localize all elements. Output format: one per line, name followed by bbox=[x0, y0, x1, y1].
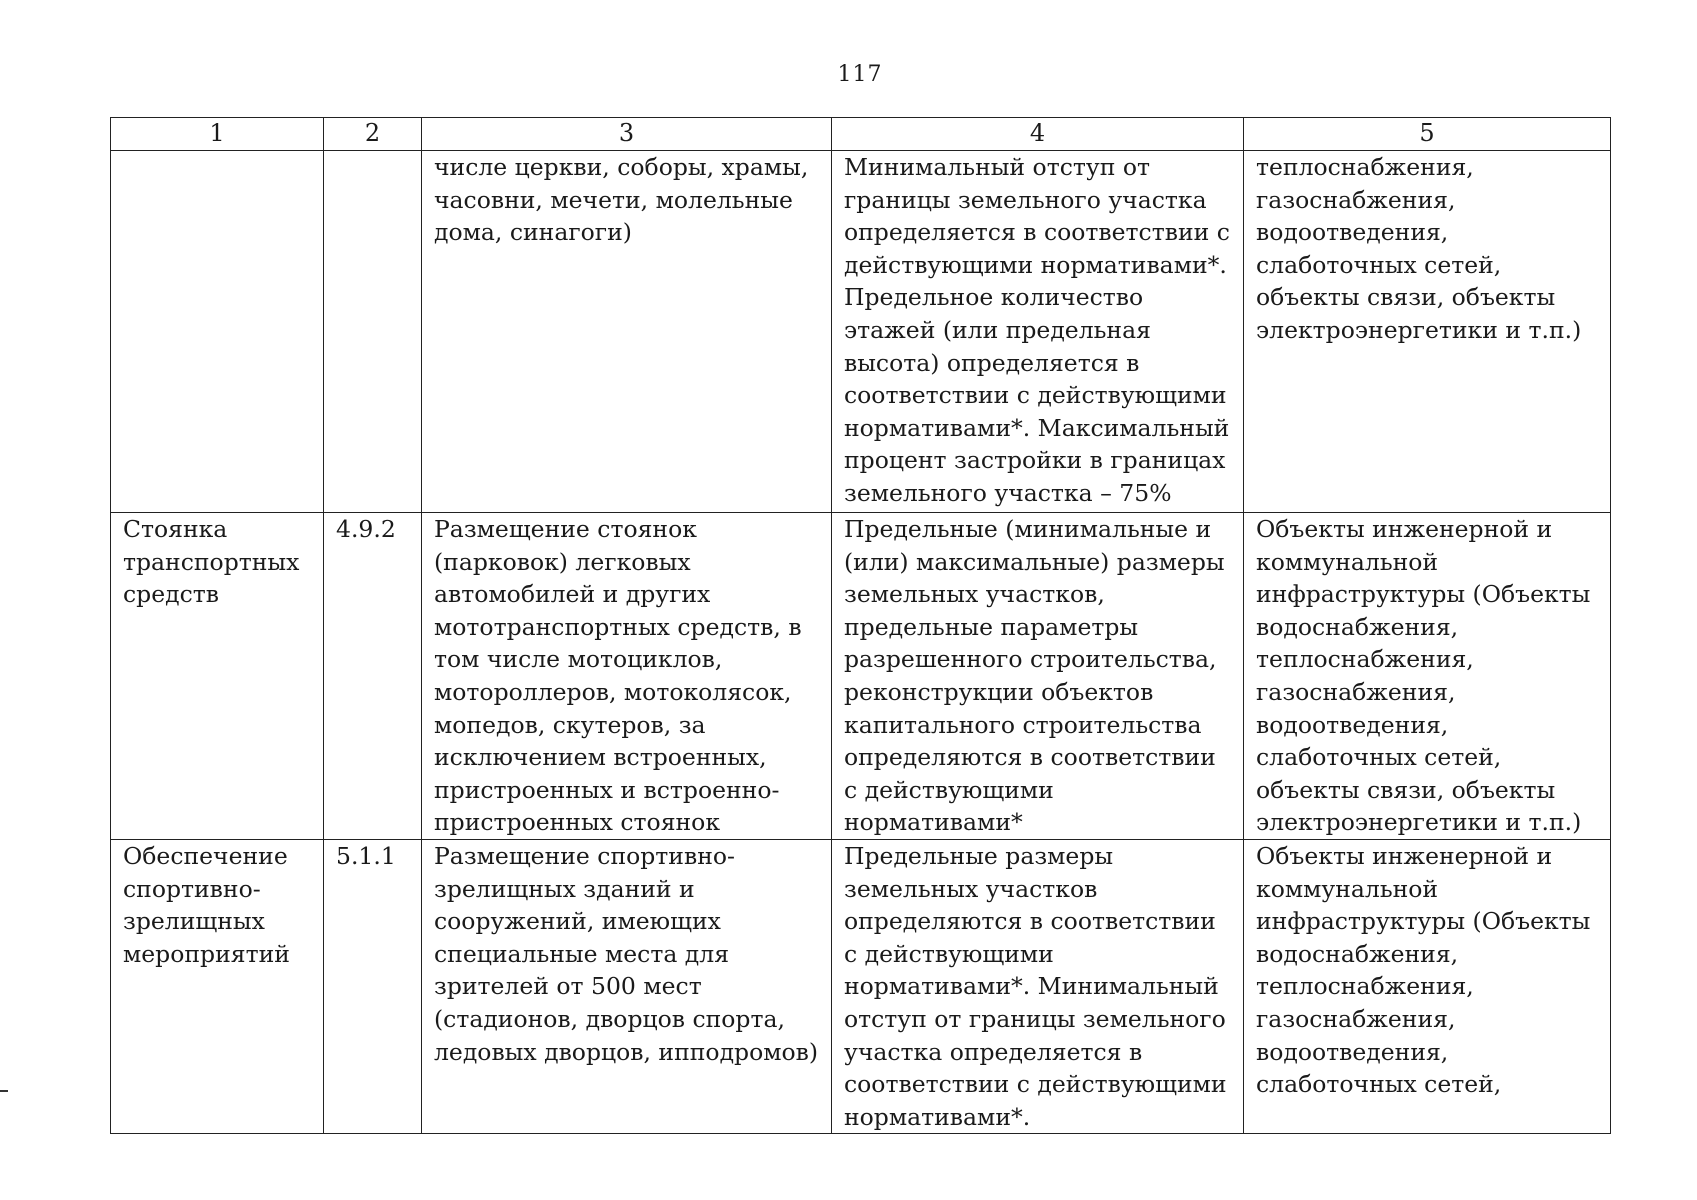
cell-code bbox=[324, 151, 422, 513]
column-header-4: 4 bbox=[832, 118, 1244, 151]
cell-parameters: Предельные размеры земельных участков определяются в соответствии с действующими нормативами*. Минимальный отступ от границы земельного участка определяется в соответствии с действующими нормативами*. bbox=[832, 839, 1244, 1133]
column-header-5: 5 bbox=[1244, 118, 1611, 151]
cell-parameters: Минимальный отступ от границы земельного участка определяется в соответствии с действующими нормативами*. Предельное количество этажей (или предельная высота) определяется в соответствии с действующими нормативами*. Максимальный процент застройки в границах земельного участка – 75% bbox=[832, 151, 1244, 513]
cell-code: 5.1.1 bbox=[324, 839, 422, 1133]
table-row bbox=[111, 839, 1611, 1133]
cell-description: Размещение стоянок (парковок) легковых автомобилей и других мототранспортных средств, в том числе мотоциклов, мотороллеров, мотоколясок, мопедов, скутеров, за исключением встроенных, пристроенных и встроенно-пристроенных стоянок bbox=[422, 513, 832, 840]
cell-auxiliary: теплоснабжения, газоснабжения, водоотведения, слаботочных сетей, объекты связи, объекты электроэнергетики и т.п.) bbox=[1244, 151, 1611, 513]
column-header-3: 3 bbox=[422, 118, 832, 151]
page-number: 117 bbox=[837, 62, 883, 87]
cell-code: 4.9.2 bbox=[324, 513, 422, 840]
cell-name: Обеспечение спортивно-зрелищных мероприятий bbox=[111, 839, 324, 1133]
margin-mark bbox=[0, 1090, 8, 1092]
table-header-row bbox=[111, 118, 1611, 151]
cell-auxiliary: Объекты инженерной и коммунальной инфраструктуры (Объекты водоснабжения, теплоснабжения, газоснабжения, водоотведения, слаботочных сетей, bbox=[1244, 839, 1611, 1133]
table-row bbox=[111, 513, 1611, 840]
cell-description: числе церкви, соборы, храмы, часовни, мечети, молельные дома, синагоги) bbox=[422, 151, 832, 513]
cell-description: Размещение спортивно-зрелищных зданий и сооружений, имеющих специальные места для зрителей от 500 мест (стадионов, дворцов спорта, ледовых дворцов, ипподромов) bbox=[422, 839, 832, 1133]
cell-parameters: Предельные (минимальные и (или) максимальные) размеры земельных участков, предельные параметры разрешенного строительства, реконструкции объектов капитального строительства определяются в соответствии с действующими нормативами* bbox=[832, 513, 1244, 840]
land-use-table bbox=[110, 117, 1611, 1134]
cell-name: Стоянка транспортных средств bbox=[111, 513, 324, 840]
cell-auxiliary: Объекты инженерной и коммунальной инфраструктуры (Объекты водоснабжения, теплоснабжения, газоснабжения, водоотведения, слаботочных сетей, объекты связи, объекты электроэнергетики и т.п.) bbox=[1244, 513, 1611, 840]
column-header-1: 1 bbox=[111, 118, 324, 151]
column-header-2: 2 bbox=[324, 118, 422, 151]
cell-name bbox=[111, 151, 324, 513]
table-row bbox=[111, 151, 1611, 513]
